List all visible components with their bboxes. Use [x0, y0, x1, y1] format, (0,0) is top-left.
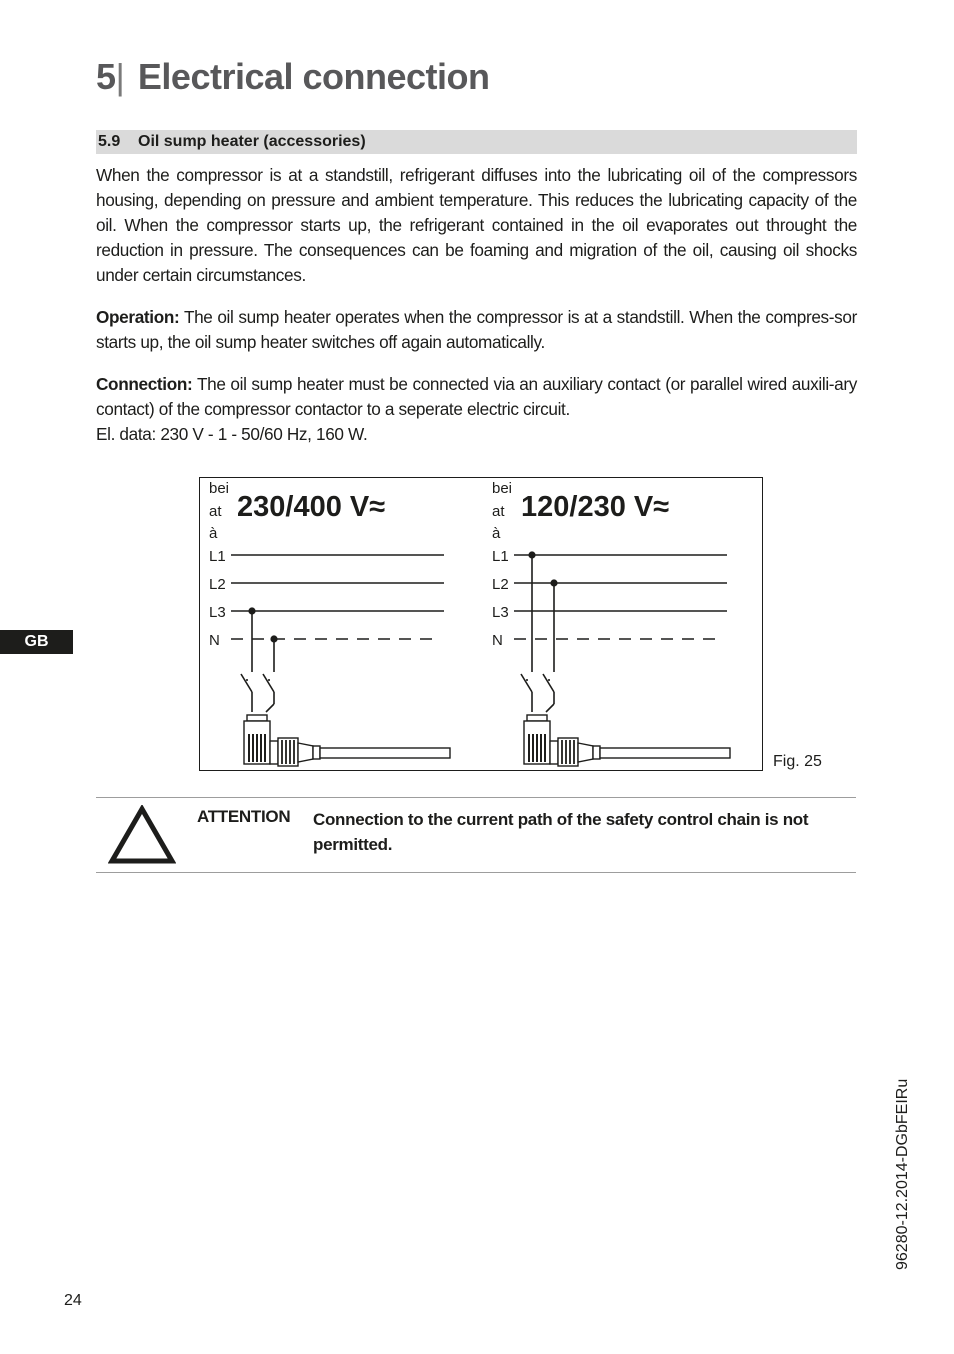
prefix-bei: bei [209, 480, 230, 497]
prefix-bei: bei [492, 480, 513, 497]
junction-l3 [248, 607, 255, 614]
operation-label: Operation: [96, 307, 180, 327]
line-label-n: N [492, 632, 503, 649]
intro-paragraph: When the compressor is at a standstill, refrigerant diffuses into the lubricating oil of the compressors housing, depending on pressure and ambient temperature. This reduces the lubricating capacity of the oil. When the compressor starts up, the refrigerant contained in the oil evaporates out throught the reduction in pressure. The consequences can be foaming and migration of the oil, causing oil shocks under certain circumstances. [96, 165, 857, 285]
heater-plug [244, 715, 450, 766]
electrical-data: El. data: 230 V - 1 - 50/60 Hz, 160 W. [96, 424, 368, 444]
junction-n [270, 635, 277, 642]
divider-bottom [96, 872, 856, 873]
divider-top [96, 797, 856, 798]
heater-cable [600, 748, 730, 758]
attention-text: Connection to the current path of the safety control chain is not permitted. [313, 810, 809, 854]
language-tab: GB [0, 630, 73, 654]
wiring-diagram-230-400 [209, 480, 450, 766]
warning-triangle-icon [108, 805, 176, 865]
page-number: 24 [64, 1292, 82, 1309]
prefix-a: à [209, 525, 218, 542]
heater-cable [320, 748, 450, 758]
chapter-title-text: Electrical connection [137, 56, 490, 97]
line-label-l3: L3 [209, 604, 226, 621]
figure-caption: Fig. 25 [773, 753, 822, 770]
section-number: 5.9 [98, 133, 121, 150]
junction-l2 [550, 579, 557, 586]
connection-paragraph [96, 372, 857, 447]
chapter-title [96, 56, 490, 98]
chapter-separator: | [115, 56, 125, 97]
junction-l1 [528, 551, 535, 558]
operation-paragraph [96, 305, 857, 355]
line-label-l2: L2 [492, 576, 509, 593]
line-label-l3: L3 [492, 604, 509, 621]
connection-text: The oil sump heater must be connected via an auxiliary contact (or parallel wired auxili-ary contact) of the compressor contactor to a seperate electric circuit. [96, 374, 857, 419]
wiring-diagram-120-230 [492, 480, 730, 766]
wiring-figure [199, 477, 763, 771]
operation-text: The oil sump heater operates when the compressor is at a standstill. When the compres-sor starts up, the oil sump heater switches off again automatically. [96, 307, 857, 352]
line-label-l1: L1 [492, 548, 509, 565]
line-label-n: N [209, 632, 220, 649]
line-label-l1: L1 [209, 548, 226, 565]
chapter-number: 5 [96, 56, 116, 97]
section-heading [96, 130, 857, 154]
line-label-l2: L2 [209, 576, 226, 593]
prefix-a: à [492, 525, 501, 542]
heater-plug [524, 715, 730, 766]
connection-label: Connection: [96, 374, 193, 394]
prefix-at: at [492, 503, 505, 520]
section-title: Oil sump heater (accessories) [138, 133, 366, 150]
prefix-at: at [209, 503, 222, 520]
voltage-label: 120/230 V≈ [521, 491, 670, 523]
attention-label: ATTENTION [197, 807, 291, 826]
document-code: 96280-12.2014-DGbFEIRu [894, 1078, 911, 1270]
voltage-label: 230/400 V≈ [237, 491, 386, 523]
